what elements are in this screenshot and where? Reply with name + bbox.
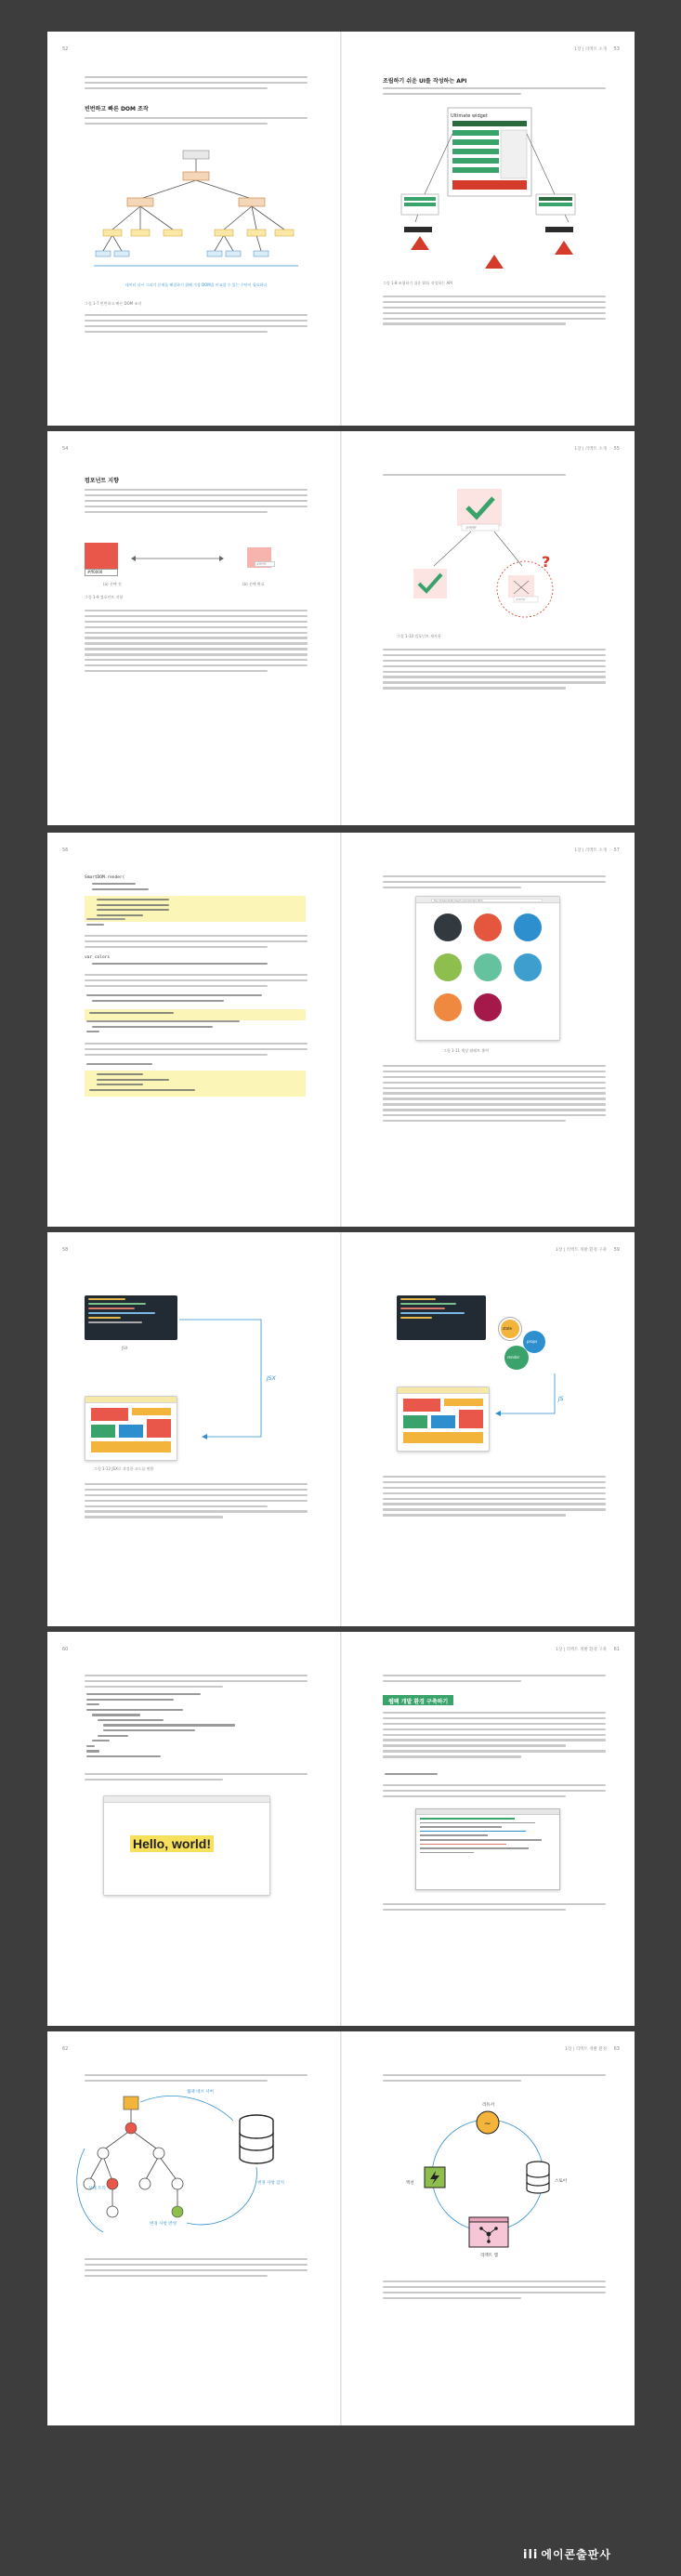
code-lines — [383, 1773, 606, 1779]
body-text — [383, 649, 606, 692]
block — [403, 1415, 427, 1428]
body-text — [85, 974, 308, 991]
body-text — [383, 1784, 606, 1801]
hex-label: #ff0000 — [85, 569, 118, 576]
widget-label: Ultimate widget — [451, 113, 488, 119]
label: 상태 트리 — [88, 2187, 106, 2191]
page-58 — [47, 1232, 341, 1626]
body-text — [85, 2074, 308, 2085]
section-title: 컴포넌트 지향 — [85, 478, 119, 484]
body-text — [383, 296, 606, 328]
running-head: 1장 | 리액트 소개 — [574, 848, 607, 853]
body-text — [383, 1675, 606, 1686]
figure-caption: 그림 1-11 색상 팔레트 출력 — [443, 1048, 489, 1053]
figure-caption: 그림 1-10 컴포넌트 재사용 — [397, 634, 441, 638]
page-57 — [341, 833, 635, 1227]
page-63 — [341, 2031, 635, 2425]
code-lines — [85, 1063, 308, 1069]
spread-4 — [47, 1232, 635, 1626]
body-text — [383, 1476, 606, 1519]
hex-label: #ffffff — [516, 598, 526, 602]
page-60 — [47, 1632, 341, 2026]
body-text — [85, 1043, 308, 1059]
section-title: 빈번하고 빠른 DOM 조작 — [85, 106, 149, 112]
spread-6 — [47, 2031, 635, 2425]
code-editor-window — [85, 1295, 177, 1340]
running-head: 1장 | 리액트 개발 환경 — [565, 2047, 607, 2052]
browser-window — [397, 1387, 490, 1452]
section-heading: 웹팩 개발 환경 구축하기 — [383, 1695, 453, 1705]
flow-arrow — [480, 1372, 564, 1427]
block — [119, 1425, 143, 1438]
palette-swatch — [434, 993, 462, 1021]
body-text — [383, 875, 606, 892]
block — [91, 1441, 171, 1452]
spread-1 — [47, 32, 635, 426]
body-text — [383, 1065, 606, 1125]
page-56 — [47, 833, 341, 1227]
block — [459, 1410, 483, 1428]
label: 변경 사항 감지 — [257, 2181, 284, 2186]
block — [403, 1399, 440, 1412]
figure-caption: 그림 1-7 빈번하고 빠른 DOM 조작 — [85, 301, 142, 306]
body-text — [85, 314, 308, 336]
svg-text:?: ? — [542, 553, 551, 571]
state-tree-diagram — [75, 2093, 308, 2241]
body-text — [85, 1483, 308, 1521]
block — [431, 1415, 455, 1428]
code-block — [85, 1071, 306, 1097]
page-55 — [341, 431, 635, 825]
spread-3 — [47, 833, 635, 1227]
sub-caption: (b) 선택 완료 — [242, 582, 265, 586]
browser-window — [85, 1396, 177, 1461]
body-text — [85, 76, 308, 93]
page-number: 54 — [62, 446, 69, 452]
palette-swatch — [474, 953, 502, 981]
spread-5 — [47, 1632, 635, 2026]
jsx-label: JSX — [267, 1375, 276, 1382]
block — [132, 1408, 171, 1415]
body-text — [383, 87, 606, 99]
code-lines — [85, 883, 308, 893]
palette-swatch — [434, 913, 462, 941]
browser-toolbar — [398, 1387, 489, 1394]
component-reuse-diagram — [406, 487, 564, 626]
label: 액션 — [406, 2181, 414, 2186]
running-head: 1장 | 리액트 소개 — [574, 447, 607, 452]
label: JSX — [122, 1346, 128, 1350]
widget-diagram — [397, 106, 583, 273]
arrow-icon — [131, 554, 224, 563]
page-number: 63 — [613, 2046, 620, 2052]
page-number: 56 — [62, 848, 69, 853]
running-head: 1장 | 리액트 개발 환경 구축 — [555, 1248, 607, 1253]
page-number: 52 — [62, 46, 69, 52]
label: 웹팩 데브 서버 — [187, 2090, 214, 2095]
section-title: 조립하기 쉬운 UI를 작성하는 API — [383, 78, 467, 85]
code-block — [85, 1009, 306, 1020]
browser-window — [415, 896, 560, 1041]
body-text — [383, 474, 606, 480]
label: 스토어 — [555, 2179, 568, 2184]
page-61 — [341, 1632, 635, 2026]
body-text — [383, 2280, 606, 2303]
store-icon — [527, 2162, 549, 2193]
figure-caption: 그림 1-9 컴포넌트 지향 — [85, 595, 124, 599]
running-head: 1장 | 리액트 개발 환경 구축 — [555, 1648, 607, 1652]
body-text — [85, 2258, 308, 2280]
terminal-window — [415, 1808, 560, 1890]
running-head: 1장 | 리액트 소개 — [574, 47, 607, 52]
page-59 — [341, 1232, 635, 1626]
publisher-icon: ili — [523, 2548, 539, 2562]
dom-tree-diagram — [85, 141, 308, 281]
node-label: state — [503, 1326, 513, 1331]
block — [444, 1399, 483, 1406]
body-text — [85, 489, 308, 516]
page-number: 61 — [613, 1647, 620, 1652]
palette-swatch — [514, 953, 542, 981]
code-lines — [85, 994, 308, 1005]
page-number: 58 — [62, 1247, 69, 1253]
code-editor-window — [397, 1295, 486, 1340]
address-bar[interactable]: file:///Users/hello/react-colors/index.html — [431, 899, 543, 902]
body-text — [383, 1903, 606, 1914]
node-label: props — [527, 1339, 538, 1344]
code-title: SmartDOM.render( — [85, 875, 125, 880]
body-text — [85, 610, 308, 676]
code-lines — [85, 1693, 308, 1761]
page-number: 60 — [62, 1647, 69, 1652]
block — [91, 1408, 128, 1421]
body-text — [383, 1712, 606, 1761]
body-text — [85, 117, 308, 128]
page-number: 57 — [613, 848, 620, 853]
label: 리듀서 — [482, 2103, 495, 2108]
terminal-output — [416, 1815, 559, 1859]
code-lines — [85, 918, 308, 928]
page-53 — [341, 32, 635, 426]
palette-swatch — [434, 953, 462, 981]
hex-label: #ffffff — [465, 525, 477, 531]
label: 리액트 앱 — [480, 2254, 498, 2258]
hello-world-text: Hello, world! — [130, 1835, 214, 1852]
page-54 — [47, 431, 341, 825]
spread-2 — [47, 431, 635, 825]
code-var: var colors — [85, 955, 111, 960]
block — [403, 1432, 483, 1443]
page-number: 53 — [613, 46, 620, 52]
publisher-logo — [523, 2546, 611, 2562]
page-number: 55 — [613, 446, 620, 452]
publisher-name: 에이콘출판사 — [541, 2548, 611, 2561]
palette-swatch — [514, 913, 542, 941]
body-text — [85, 1773, 308, 1784]
body-text — [383, 2074, 606, 2085]
page-number: 62 — [62, 2046, 69, 2052]
sub-caption: (a) 선택 전 — [103, 582, 122, 586]
block — [147, 1419, 171, 1438]
body-text — [85, 1675, 308, 1691]
code-lines — [85, 1020, 308, 1036]
svg-text:~: ~ — [484, 2120, 491, 2129]
body-text — [85, 935, 308, 952]
node-label: render — [507, 1355, 520, 1360]
palette-swatch — [474, 993, 502, 1021]
figure-note: 데이터 다시 그리기 문제를 해결하기 위해 가상 DOM을 비교할 수 있는 수단이 필요하다 — [124, 283, 268, 287]
page-number: 59 — [613, 1247, 620, 1253]
database-icon — [240, 2115, 273, 2163]
label: 변경 사항 반영 — [150, 2222, 177, 2227]
block — [91, 1425, 115, 1438]
browser-window — [103, 1795, 270, 1896]
js-label: JS — [558, 1396, 564, 1402]
palette-swatch — [474, 913, 502, 941]
browser-toolbar — [104, 1796, 269, 1803]
figure-caption: 그림 1-8 조립하기 쉬운 UI를 작성하는 API — [383, 281, 452, 285]
page-52 — [47, 32, 341, 426]
page-62 — [47, 2031, 341, 2425]
hex-label: #ffffff — [255, 561, 275, 567]
browser-toolbar — [85, 1397, 177, 1403]
code-lines — [85, 963, 308, 968]
figure-caption: 그림 1-12 JSX로 작성한 코드를 변환 — [94, 1466, 154, 1471]
